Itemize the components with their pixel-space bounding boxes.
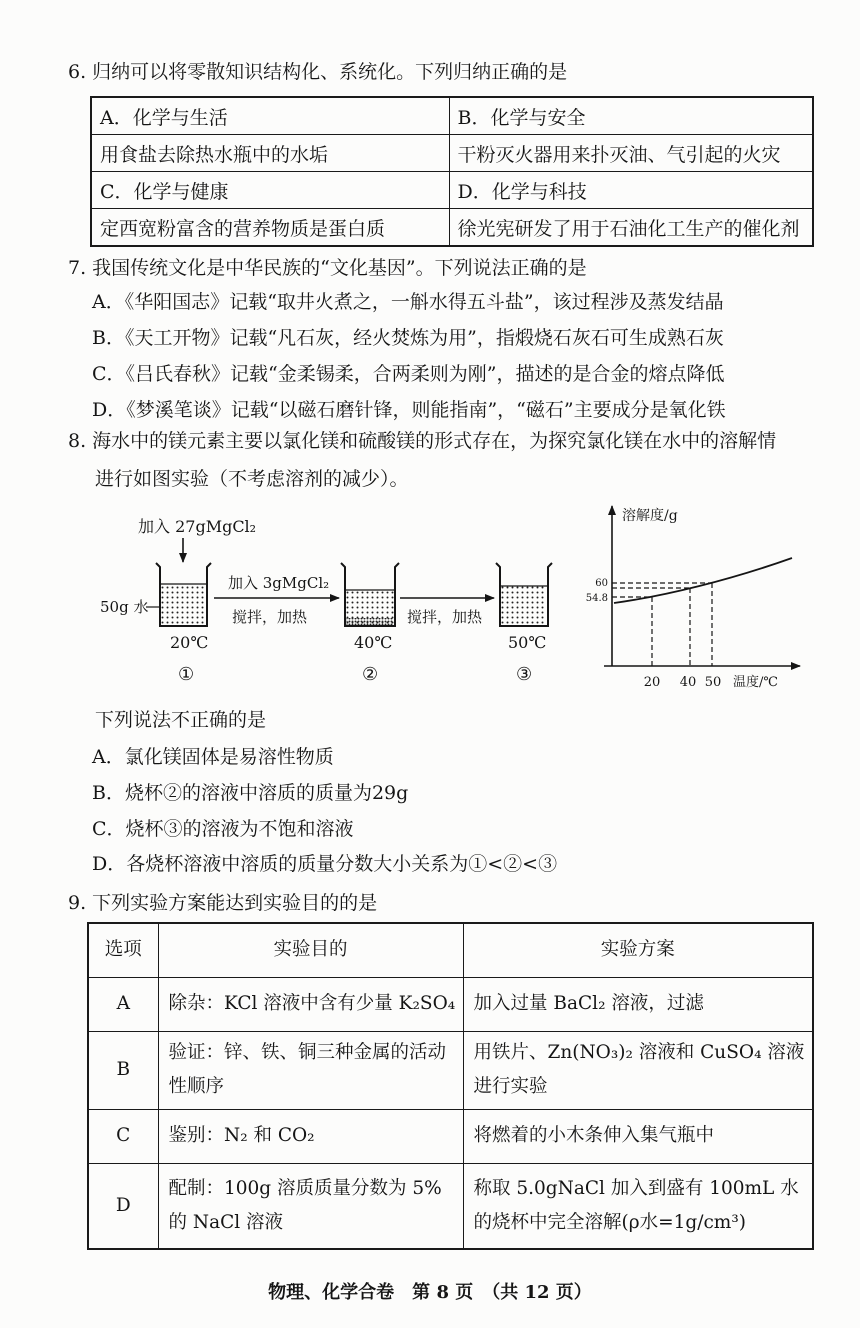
table-row: [88, 1109, 813, 1163]
row-b-purpose: 验证：锌、铁、铜三种金属的活动性顺序: [158, 1031, 463, 1109]
beaker-3-temp: 50℃: [508, 633, 547, 652]
q8-stem-line1: 8. 海水中的镁元素主要以氯化镁和硫酸镁的形式存在，为探究氯化镁在水中的溶解情: [68, 430, 777, 452]
beaker-1-number: ①: [178, 664, 195, 685]
q8-option-d: D．各烧杯溶液中溶质的质量分数大小关系为①<②<③: [92, 853, 558, 875]
q8-stem-line2: 进行如图实验（不考虑溶剂的减少）。: [95, 468, 409, 490]
q7-option-b: B．《天工开物》记载“凡石灰，经火焚炼为用”，指煅烧石灰石可生成熟石灰: [92, 327, 724, 349]
row-a-purpose: 除杂：KCl 溶液中含有少量 K₂SO₄: [158, 977, 463, 1031]
table-row: [88, 1163, 813, 1249]
beaker-1-temp: 20℃: [170, 633, 209, 652]
stir-heat-label-2: 搅拌，加热: [407, 608, 483, 626]
row-d-purpose: 配制：100g 溶质质量分数为 5% 的 NaCl 溶液: [158, 1163, 463, 1249]
page-footer: 物理、化学合卷 第 8 页 （共 12 页）: [268, 1282, 592, 1303]
table-row: [91, 172, 813, 209]
q6-option-b-heading: B．化学与安全: [449, 97, 813, 135]
q6-option-d-heading: D．化学与科技: [449, 172, 813, 209]
graph-y-tick-60: 60: [595, 578, 608, 589]
solubility-curve: [614, 558, 792, 603]
q9-stem: 9. 下列实验方案能达到实验目的的是: [68, 892, 378, 914]
beaker-3-liquid: [502, 586, 547, 625]
table-row: [88, 1031, 813, 1109]
q6-option-a-content: 用食盐去除热水瓶中的水垢: [91, 135, 449, 172]
table-header-row: [88, 923, 813, 977]
q8-option-c: C．烧杯③的溶液为不饱和溶液: [92, 818, 354, 840]
graph-x-tick-20: 20: [643, 675, 661, 690]
q6-option-c-content: 定西宽粉富含的营养物质是蛋白质: [91, 209, 449, 247]
q7-option-c: C．《吕氏春秋》记载“金柔锡柔，合两柔则为刚”，描述的是合金的熔点降低: [92, 363, 725, 385]
beaker-3-number: ③: [516, 664, 533, 685]
add-second-label: 加入 3gMgCl₂: [228, 574, 330, 592]
stir-heat-label-1: 搅拌，加热: [232, 608, 308, 626]
table-row: [91, 97, 813, 135]
row-a-plan: 加入过量 BaCl₂ 溶液，过滤: [463, 977, 813, 1031]
q8-option-a: A．氯化镁固体是易溶性物质: [92, 746, 334, 768]
q7-option-d: D．《梦溪笔谈》记载“以磁石磨针锋，则能指南”，“磁石”主要成分是氧化铁: [92, 399, 726, 421]
graph-x-tick-50: 50: [704, 675, 722, 690]
q6-option-a-heading: A．化学与生活: [91, 97, 449, 135]
row-a-option: A: [88, 977, 158, 1031]
q6-option-c-heading: C．化学与健康: [91, 172, 449, 209]
graph-y-label: 溶解度/g: [622, 508, 678, 524]
beaker-2-number: ②: [362, 664, 379, 685]
beaker-2-temp: 40℃: [354, 633, 393, 652]
q6-option-d-content: 徐光宪研发了用于石油化工生产的催化剂: [449, 209, 813, 247]
header-plan: 实验方案: [463, 923, 813, 977]
q8-option-b: B．烧杯②的溶液中溶质的质量为29g: [92, 782, 409, 804]
solubility-experiment-figure: [0, 500, 860, 700]
row-d-option: D: [88, 1163, 158, 1249]
row-c-option: C: [88, 1109, 158, 1163]
beaker-1-liquid: [162, 584, 206, 625]
graph-x-label: 温度/℃: [733, 675, 778, 690]
beaker-2-undissolved-solid: [347, 618, 394, 625]
row-b-plan: 用铁片、Zn(NO₃)₂ 溶液和 CuSO₄ 溶液进行实验: [463, 1031, 813, 1109]
header-option: 选项: [88, 923, 158, 977]
table-row: [88, 977, 813, 1031]
graph-x-tick-40: 40: [679, 675, 697, 690]
row-c-purpose: 鉴别：N₂ 和 CO₂: [158, 1109, 463, 1163]
q7-stem: 7. 我国传统文化是中华民族的“文化基因”。下列说法正确的是: [68, 257, 587, 279]
row-c-plan: 将燃着的小木条伸入集气瓶中: [463, 1109, 813, 1163]
q8-question: 下列说法不正确的是: [95, 709, 267, 731]
row-b-option: B: [88, 1031, 158, 1109]
q7-option-a: A．《华阳国志》记载“取井火煮之，一斛水得五斗盐”，该过程涉及蒸发结晶: [92, 291, 724, 313]
q6-table: [90, 96, 814, 247]
q9-table: [87, 922, 814, 1250]
row-d-plan: 称取 5.0gNaCl 加入到盛有 100mL 水的烧杯中完全溶解(ρ水=1g/cm³): [463, 1163, 813, 1249]
table-row: [91, 209, 813, 247]
q6-stem: 6. 归纳可以将零散知识结构化、系统化。下列归纳正确的是: [68, 61, 568, 83]
q6-option-b-content: 干粉灭火器用来扑灭油、气引起的火灾: [449, 135, 813, 172]
header-purpose: 实验目的: [158, 923, 463, 977]
graph-y-tick-54-8: 54.8: [585, 593, 608, 604]
add-first-label: 加入 27gMgCl₂: [138, 517, 257, 536]
water-label: 50g 水: [100, 598, 149, 616]
table-row: [91, 135, 813, 172]
